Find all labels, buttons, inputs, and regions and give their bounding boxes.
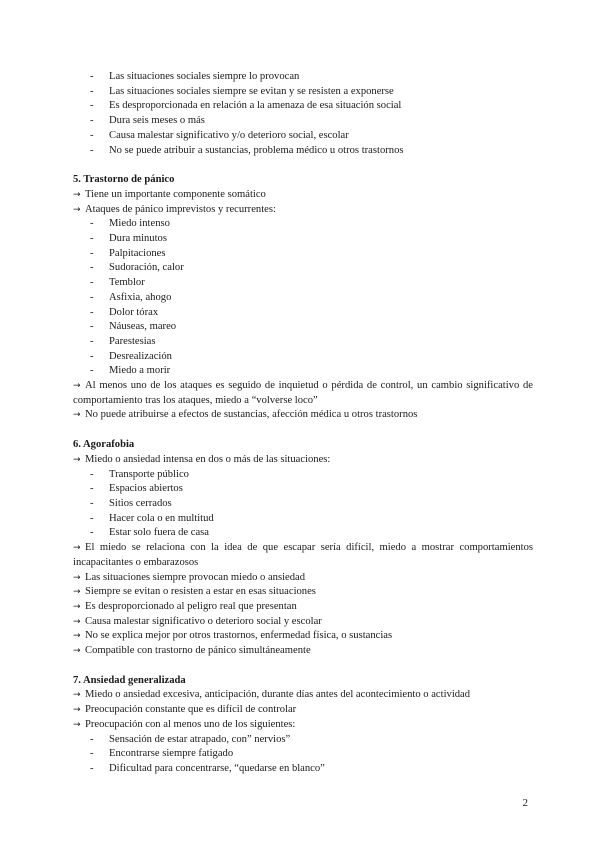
situation-list [73, 468, 533, 542]
list-item: - Transporte público [90, 468, 189, 480]
list-item: - No se puede atribuir a sustancias, problema médico u otros trastornos [90, 144, 404, 156]
list-item: - Sensación de estar atrapado, con” nervios” [90, 733, 291, 745]
list-item: - Espacios abiertos [90, 483, 183, 495]
list-item: - Dura seis meses o más [90, 115, 205, 127]
arrow-icon: → [73, 631, 81, 642]
list-item: - Dura minutos [90, 233, 167, 245]
list-item: - Temblor [90, 277, 145, 289]
arrow-item: → Tiene un importante componente somático [73, 188, 533, 203]
arrow-icon: → [73, 543, 81, 554]
arrow-item: → Ataques de pánico imprevistos y recurrentes: [73, 203, 533, 218]
arrow-icon: → [73, 204, 81, 215]
list-item: - Asfixia, ahogo [90, 291, 172, 303]
arrow-icon: → [73, 616, 81, 627]
list-item: - Causa malestar significativo y/o deterioro social, escolar [90, 129, 349, 141]
arrow-icon: → [73, 572, 81, 583]
arrow-item: → Preocupación con al menos uno de los siguientes: [73, 718, 533, 733]
list-item: - Encontrarse siempre fatigado [90, 748, 234, 760]
arrow-icon: → [73, 381, 81, 392]
list-item: - Las situaciones sociales siempre se evitan y se resisten a exponerse [90, 85, 394, 97]
arrow-item: → No se explica mejor por otros trastornos, enfermedad física, o sustancias [73, 629, 533, 644]
page-number: 2 [522, 797, 528, 809]
list-item: - Parestesias [90, 335, 156, 347]
list-item: - Hacer cola o en multitud [90, 512, 214, 524]
section-panic-disorder [73, 173, 533, 423]
list-item: - Sudoración, calor [90, 262, 184, 274]
list-item: - Dolor tórax [90, 306, 159, 318]
arrow-item: → Causa malestar significativo o deterioro social y escolar [73, 615, 533, 630]
section-heading: 7. Ansiedad generalizada [73, 674, 186, 686]
list-item: - Palpitaciones [90, 247, 166, 259]
list-item: - Las situaciones sociales siempre lo provocan [90, 71, 300, 82]
arrow-icon: → [73, 587, 81, 598]
arrow-icon: → [73, 601, 81, 612]
arrow-icon: → [73, 646, 81, 657]
list-item: - Miedo a morir [90, 365, 171, 377]
arrow-item: → Es desproporcionado al peligro real que presentan [73, 600, 533, 615]
arrow-icon: → [73, 705, 81, 716]
arrow-item: → Las situaciones siempre provocan miedo o ansiedad [73, 571, 533, 586]
list-item: - Dificultad para concentrarse, “quedarse en blanco” [90, 762, 325, 774]
section-heading: 6. Agorafobia [73, 439, 135, 451]
arrow-item: → Miedo o ansiedad excesiva, anticipación, durante días antes del acontecimiento o actividad [73, 688, 533, 703]
arrow-icon: → [73, 410, 81, 421]
list-item: - Estar solo fuera de casa [90, 527, 210, 539]
arrow-item: → Preocupación constante que es difícil de controlar [73, 703, 533, 718]
arrow-item: → Miedo o ansiedad intensa en dos o más de las situaciones: [73, 453, 533, 468]
section-generalized-anxiety [73, 674, 533, 777]
section-agoraphobia [73, 438, 533, 659]
list-item: - Desrealización [90, 350, 172, 362]
list-item: - Miedo intenso [90, 218, 170, 230]
arrow-icon: → [73, 719, 81, 730]
arrow-item: → Compatible con trastorno de pánico simultáneamente [73, 644, 533, 659]
document-body [73, 70, 533, 777]
arrow-icon: → [73, 189, 81, 200]
section-heading: 5. Trastorno de pánico [73, 174, 175, 186]
arrow-item: → No puede atribuirse a efectos de sustancias, afección médica u otros trastornos [73, 408, 533, 423]
symptom-list [73, 217, 533, 379]
list-item: - Es desproporcionada en relación a la amenaza de esa situación social [90, 100, 402, 112]
list-item: - Sitios cerrados [90, 497, 172, 509]
arrow-item: → El miedo se relaciona con la idea de que escapar sería difícil, miedo a mostrar comportamientos incapacitantes o embarazosos [73, 542, 533, 568]
arrow-icon: → [73, 454, 81, 465]
list-item: - Náuseas, mareo [90, 321, 177, 333]
arrow-icon: → [73, 690, 81, 701]
arrow-item: → Siempre se evitan o resisten a estar en esas situaciones [73, 585, 533, 600]
symptom-list [73, 733, 533, 777]
arrow-item: → Al menos uno de los ataques es seguido de inquietud o pérdida de control, un cambio significativo de comportamiento tras los ataques, miedo a “volverse loco” [73, 380, 533, 406]
intro-list [73, 70, 533, 158]
